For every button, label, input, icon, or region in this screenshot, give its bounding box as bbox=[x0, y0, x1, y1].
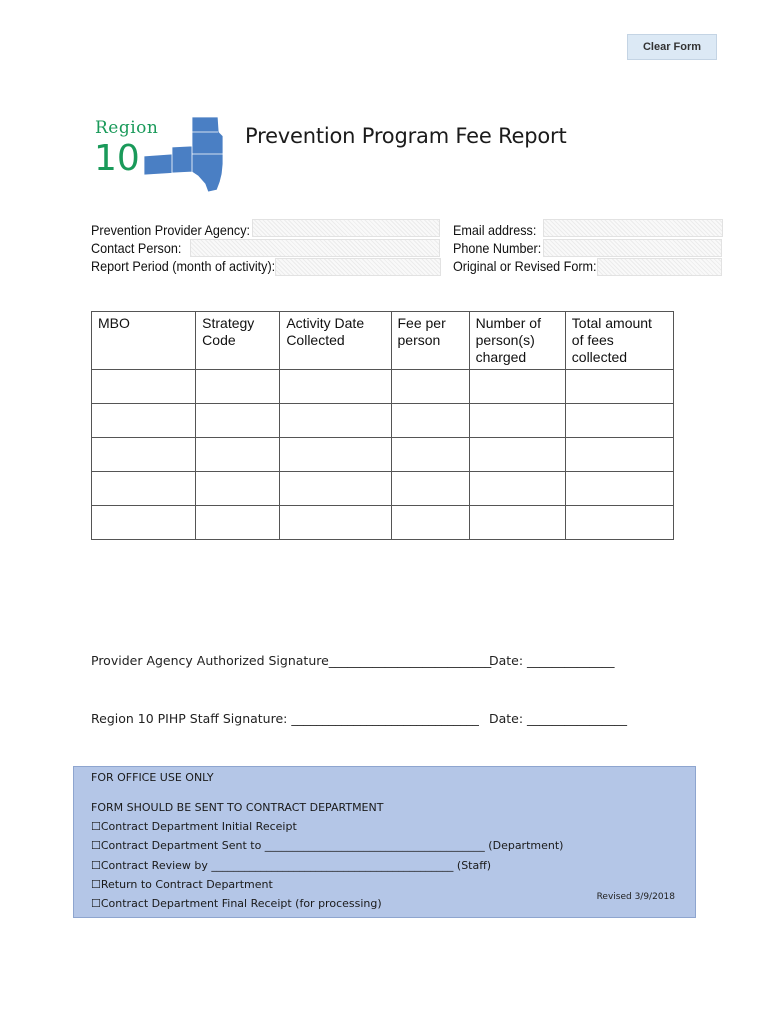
contact-person-input[interactable] bbox=[190, 239, 440, 257]
table-cell[interactable] bbox=[565, 404, 673, 438]
table-cell[interactable] bbox=[469, 404, 565, 438]
phone-label: Phone Number: bbox=[453, 240, 542, 256]
table-cell[interactable] bbox=[565, 472, 673, 506]
clear-form-button[interactable]: Clear Form bbox=[627, 34, 717, 60]
table-cell[interactable] bbox=[469, 472, 565, 506]
table-cell[interactable] bbox=[92, 506, 196, 540]
table-cell[interactable] bbox=[92, 472, 196, 506]
office-checkbox-item[interactable]: ☐Return to Contract Department bbox=[91, 878, 273, 891]
staff-signature-line: Region 10 PIHP Staff Signature: ______________________________ bbox=[91, 711, 479, 726]
header-mbo: MBO bbox=[92, 312, 196, 370]
office-checkbox-item[interactable]: ☐Contract Department Sent to ________________________________________ (Department) bbox=[91, 839, 564, 852]
provider-agency-label: Prevention Provider Agency: bbox=[91, 222, 250, 238]
table-cell[interactable] bbox=[280, 404, 391, 438]
table-cell[interactable] bbox=[196, 472, 280, 506]
region-10-logo bbox=[92, 112, 232, 194]
region-10-map-logo bbox=[92, 112, 232, 194]
table-cell[interactable] bbox=[92, 438, 196, 472]
revised-date: Revised 3/9/2018 bbox=[596, 892, 675, 902]
staff-date-line: Date: ________________ bbox=[489, 711, 628, 726]
office-use-box bbox=[73, 766, 696, 918]
table-cell[interactable] bbox=[391, 438, 469, 472]
header-total-fees: Total amount of fees collected bbox=[565, 312, 673, 370]
header-strategy-code: Strategy Code bbox=[196, 312, 280, 370]
table-header-row bbox=[92, 312, 674, 370]
table-cell[interactable] bbox=[280, 472, 391, 506]
table-cell[interactable] bbox=[196, 370, 280, 404]
table-row bbox=[92, 404, 674, 438]
table-cell[interactable] bbox=[391, 370, 469, 404]
table-row bbox=[92, 370, 674, 404]
provider-agency-input[interactable] bbox=[252, 219, 440, 237]
header-number-charged: Number of person(s) charged bbox=[469, 312, 565, 370]
table-cell[interactable] bbox=[280, 370, 391, 404]
table-cell[interactable] bbox=[391, 404, 469, 438]
office-checkbox-item[interactable]: ☐Contract Department Final Receipt (for processing) bbox=[91, 897, 382, 910]
office-checkbox-item[interactable]: ☐Contract Review by ____________________________________________ (Staff) bbox=[91, 859, 492, 872]
fee-table bbox=[91, 311, 674, 540]
table-row bbox=[92, 506, 674, 540]
logo-number: 10 bbox=[94, 138, 140, 179]
original-revised-input[interactable] bbox=[597, 258, 722, 276]
table-cell[interactable] bbox=[565, 370, 673, 404]
provider-date-line: Date: ______________ bbox=[489, 653, 615, 668]
table-cell[interactable] bbox=[469, 506, 565, 540]
table-cell[interactable] bbox=[565, 506, 673, 540]
table-cell[interactable] bbox=[92, 370, 196, 404]
table-row bbox=[92, 472, 674, 506]
logo-word: Region bbox=[95, 118, 159, 138]
table-row bbox=[92, 438, 674, 472]
table-cell[interactable] bbox=[196, 404, 280, 438]
table-cell[interactable] bbox=[469, 438, 565, 472]
table-cell[interactable] bbox=[391, 472, 469, 506]
report-period-input[interactable] bbox=[275, 258, 441, 276]
table-cell[interactable] bbox=[391, 506, 469, 540]
office-send-to: FORM SHOULD BE SENT TO CONTRACT DEPARTMENT bbox=[91, 801, 384, 814]
table-cell[interactable] bbox=[565, 438, 673, 472]
table-cell[interactable] bbox=[280, 438, 391, 472]
header-fee-per-person: Fee per person bbox=[391, 312, 469, 370]
provider-signature-line: Provider Agency Authorized Signature__________________________ bbox=[91, 653, 492, 668]
email-input[interactable] bbox=[543, 219, 723, 237]
header-activity-date: Activity Date Collected bbox=[280, 312, 391, 370]
table-cell[interactable] bbox=[92, 404, 196, 438]
page-title: Prevention Program Fee Report bbox=[245, 124, 567, 148]
report-period-label: Report Period (month of activity): bbox=[91, 258, 276, 274]
contact-person-label: Contact Person: bbox=[91, 240, 182, 256]
phone-input[interactable] bbox=[543, 239, 722, 257]
office-checkbox-item[interactable]: ☐Contract Department Initial Receipt bbox=[91, 820, 297, 833]
table-cell[interactable] bbox=[196, 438, 280, 472]
email-label: Email address: bbox=[453, 222, 537, 238]
table-cell[interactable] bbox=[196, 506, 280, 540]
table-cell[interactable] bbox=[280, 506, 391, 540]
original-revised-label: Original or Revised Form: bbox=[453, 258, 597, 274]
office-heading: FOR OFFICE USE ONLY bbox=[91, 771, 214, 784]
table-cell[interactable] bbox=[469, 370, 565, 404]
